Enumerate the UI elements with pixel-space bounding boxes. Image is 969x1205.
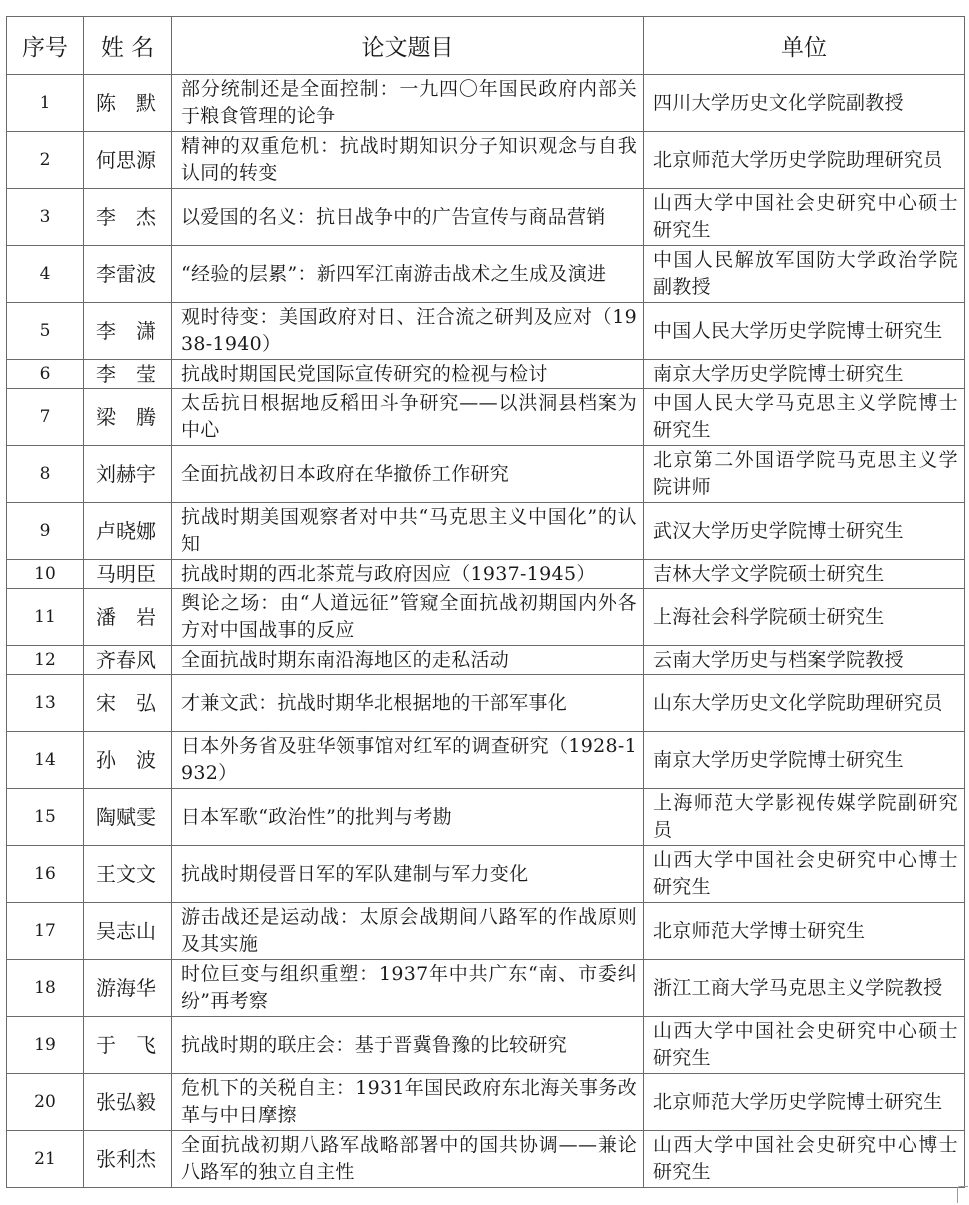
table-row xyxy=(7,189,965,246)
cell-no: 14 xyxy=(7,732,84,789)
cell-name: 李 杰 xyxy=(84,189,172,246)
cell-no: 20 xyxy=(7,1074,84,1131)
cell-no: 11 xyxy=(7,589,84,646)
cell-unit: 北京师范大学博士研究生 xyxy=(644,903,965,960)
cell-unit: 山西大学中国社会史研究中心硕士研究生 xyxy=(644,189,965,246)
table-body xyxy=(7,75,965,1188)
cell-title: 以爱国的名义：抗日战争中的广告宣传与商品营销 xyxy=(172,189,644,246)
cell-no: 13 xyxy=(7,675,84,732)
cell-no: 8 xyxy=(7,446,84,503)
cell-unit: 南京大学历史学院博士研究生 xyxy=(644,360,965,389)
cell-title: 抗战时期侵晋日军的军队建制与军力变化 xyxy=(172,846,644,903)
table-row xyxy=(7,446,965,503)
cell-no: 15 xyxy=(7,789,84,846)
cell-name: 陈 默 xyxy=(84,75,172,132)
table-row xyxy=(7,360,965,389)
table-row xyxy=(7,846,965,903)
table-row xyxy=(7,1017,965,1074)
page-corner-mark xyxy=(957,1186,968,1203)
header-name: 姓 名 xyxy=(84,17,172,75)
cell-no: 6 xyxy=(7,360,84,389)
table-row xyxy=(7,389,965,446)
cell-no: 10 xyxy=(7,560,84,589)
table-row xyxy=(7,903,965,960)
cell-name: 张弘毅 xyxy=(84,1074,172,1131)
cell-title: 才兼文武：抗战时期华北根据地的干部军事化 xyxy=(172,675,644,732)
cell-no: 5 xyxy=(7,303,84,360)
cell-name: 游海华 xyxy=(84,960,172,1017)
table-row xyxy=(7,589,965,646)
cell-no: 21 xyxy=(7,1131,84,1188)
cell-name: 陶赋雯 xyxy=(84,789,172,846)
cell-unit: 山西大学中国社会史研究中心博士研究生 xyxy=(644,1131,965,1188)
table-row xyxy=(7,1131,965,1188)
cell-name: 李 莹 xyxy=(84,360,172,389)
table-row xyxy=(7,675,965,732)
table-row xyxy=(7,303,965,360)
cell-unit: 武汉大学历史学院博士研究生 xyxy=(644,503,965,560)
cell-unit: 浙江工商大学马克思主义学院教授 xyxy=(644,960,965,1017)
table-row xyxy=(7,75,965,132)
cell-no: 19 xyxy=(7,1017,84,1074)
cell-name: 吴志山 xyxy=(84,903,172,960)
cell-unit: 上海社会科学院硕士研究生 xyxy=(644,589,965,646)
header-title: 论文题目 xyxy=(172,17,644,75)
table-header xyxy=(7,17,965,75)
table-row xyxy=(7,132,965,189)
cell-title: 危机下的关税自主：1931年国民政府东北海关事务改革与中日摩擦 xyxy=(172,1074,644,1131)
cell-name: 何思源 xyxy=(84,132,172,189)
table-row xyxy=(7,560,965,589)
cell-title: 游击战还是运动战：太原会战期间八路军的作战原则及其实施 xyxy=(172,903,644,960)
cell-no: 9 xyxy=(7,503,84,560)
cell-title: 舆论之场：由“人道远征”管窥全面抗战初期国内外各方对中国战事的反应 xyxy=(172,589,644,646)
paper-list-table xyxy=(6,16,965,1188)
cell-unit: 山西大学中国社会史研究中心硕士研究生 xyxy=(644,1017,965,1074)
cell-name: 宋 弘 xyxy=(84,675,172,732)
cell-no: 4 xyxy=(7,246,84,303)
table-row xyxy=(7,246,965,303)
cell-title: 抗战时期的联庄会：基于晋冀鲁豫的比较研究 xyxy=(172,1017,644,1074)
header-row xyxy=(7,17,965,75)
cell-name: 齐春风 xyxy=(84,646,172,675)
cell-name: 王文文 xyxy=(84,846,172,903)
header-unit: 单位 xyxy=(644,17,965,75)
cell-name: 潘 岩 xyxy=(84,589,172,646)
cell-unit: 上海师范大学影视传媒学院副研究员 xyxy=(644,789,965,846)
cell-unit: 吉林大学文学院硕士研究生 xyxy=(644,560,965,589)
table-row xyxy=(7,960,965,1017)
table-row xyxy=(7,503,965,560)
cell-title: “经验的层累”：新四军江南游击战术之生成及演进 xyxy=(172,246,644,303)
cell-title: 全面抗战初日本政府在华撤侨工作研究 xyxy=(172,446,644,503)
cell-unit: 北京师范大学历史学院助理研究员 xyxy=(644,132,965,189)
cell-unit: 中国人民大学马克思主义学院博士研究生 xyxy=(644,389,965,446)
cell-name: 李 潇 xyxy=(84,303,172,360)
cell-unit: 中国人民大学历史学院博士研究生 xyxy=(644,303,965,360)
header-no: 序号 xyxy=(7,17,84,75)
cell-unit: 中国人民解放军国防大学政治学院副教授 xyxy=(644,246,965,303)
cell-unit: 南京大学历史学院博士研究生 xyxy=(644,732,965,789)
cell-unit: 山东大学历史文化学院助理研究员 xyxy=(644,675,965,732)
table-row xyxy=(7,732,965,789)
cell-no: 7 xyxy=(7,389,84,446)
cell-name: 刘赫宇 xyxy=(84,446,172,503)
cell-title: 全面抗战初期八路军战略部署中的国共协调——兼论八路军的独立自主性 xyxy=(172,1131,644,1188)
cell-title: 抗战时期美国观察者对中共“马克思主义中国化”的认知 xyxy=(172,503,644,560)
cell-no: 2 xyxy=(7,132,84,189)
cell-name: 张利杰 xyxy=(84,1131,172,1188)
cell-unit: 北京第二外国语学院马克思主义学院讲师 xyxy=(644,446,965,503)
cell-name: 马明臣 xyxy=(84,560,172,589)
cell-title: 日本军歌“政治性”的批判与考勘 xyxy=(172,789,644,846)
cell-title: 时位巨变与组织重塑：1937年中共广东“南、市委纠纷”再考察 xyxy=(172,960,644,1017)
cell-unit: 山西大学中国社会史研究中心博士研究生 xyxy=(644,846,965,903)
table-row xyxy=(7,789,965,846)
cell-no: 17 xyxy=(7,903,84,960)
cell-unit: 北京师范大学历史学院博士研究生 xyxy=(644,1074,965,1131)
cell-title: 观时待变：美国政府对日、汪合流之研判及应对（1938-1940） xyxy=(172,303,644,360)
cell-title: 精神的双重危机：抗战时期知识分子知识观念与自我认同的转变 xyxy=(172,132,644,189)
cell-name: 孙 波 xyxy=(84,732,172,789)
cell-unit: 云南大学历史与档案学院教授 xyxy=(644,646,965,675)
cell-title: 抗战时期国民党国际宣传研究的检视与检讨 xyxy=(172,360,644,389)
cell-title: 抗战时期的西北茶荒与政府因应（1937-1945） xyxy=(172,560,644,589)
cell-name: 卢晓娜 xyxy=(84,503,172,560)
cell-title: 全面抗战时期东南沿海地区的走私活动 xyxy=(172,646,644,675)
table-row xyxy=(7,646,965,675)
cell-no: 3 xyxy=(7,189,84,246)
cell-no: 1 xyxy=(7,75,84,132)
cell-title: 部分统制还是全面控制：一九四〇年国民政府内部关于粮食管理的论争 xyxy=(172,75,644,132)
cell-unit: 四川大学历史文化学院副教授 xyxy=(644,75,965,132)
cell-name: 李雷波 xyxy=(84,246,172,303)
cell-no: 16 xyxy=(7,846,84,903)
cell-name: 于 飞 xyxy=(84,1017,172,1074)
cell-title: 太岳抗日根据地反稻田斗争研究——以洪洞县档案为中心 xyxy=(172,389,644,446)
cell-name: 梁 腾 xyxy=(84,389,172,446)
cell-title: 日本外务省及驻华领事馆对红军的调查研究（1928-1932） xyxy=(172,732,644,789)
cell-no: 18 xyxy=(7,960,84,1017)
cell-no: 12 xyxy=(7,646,84,675)
table-row xyxy=(7,1074,965,1131)
